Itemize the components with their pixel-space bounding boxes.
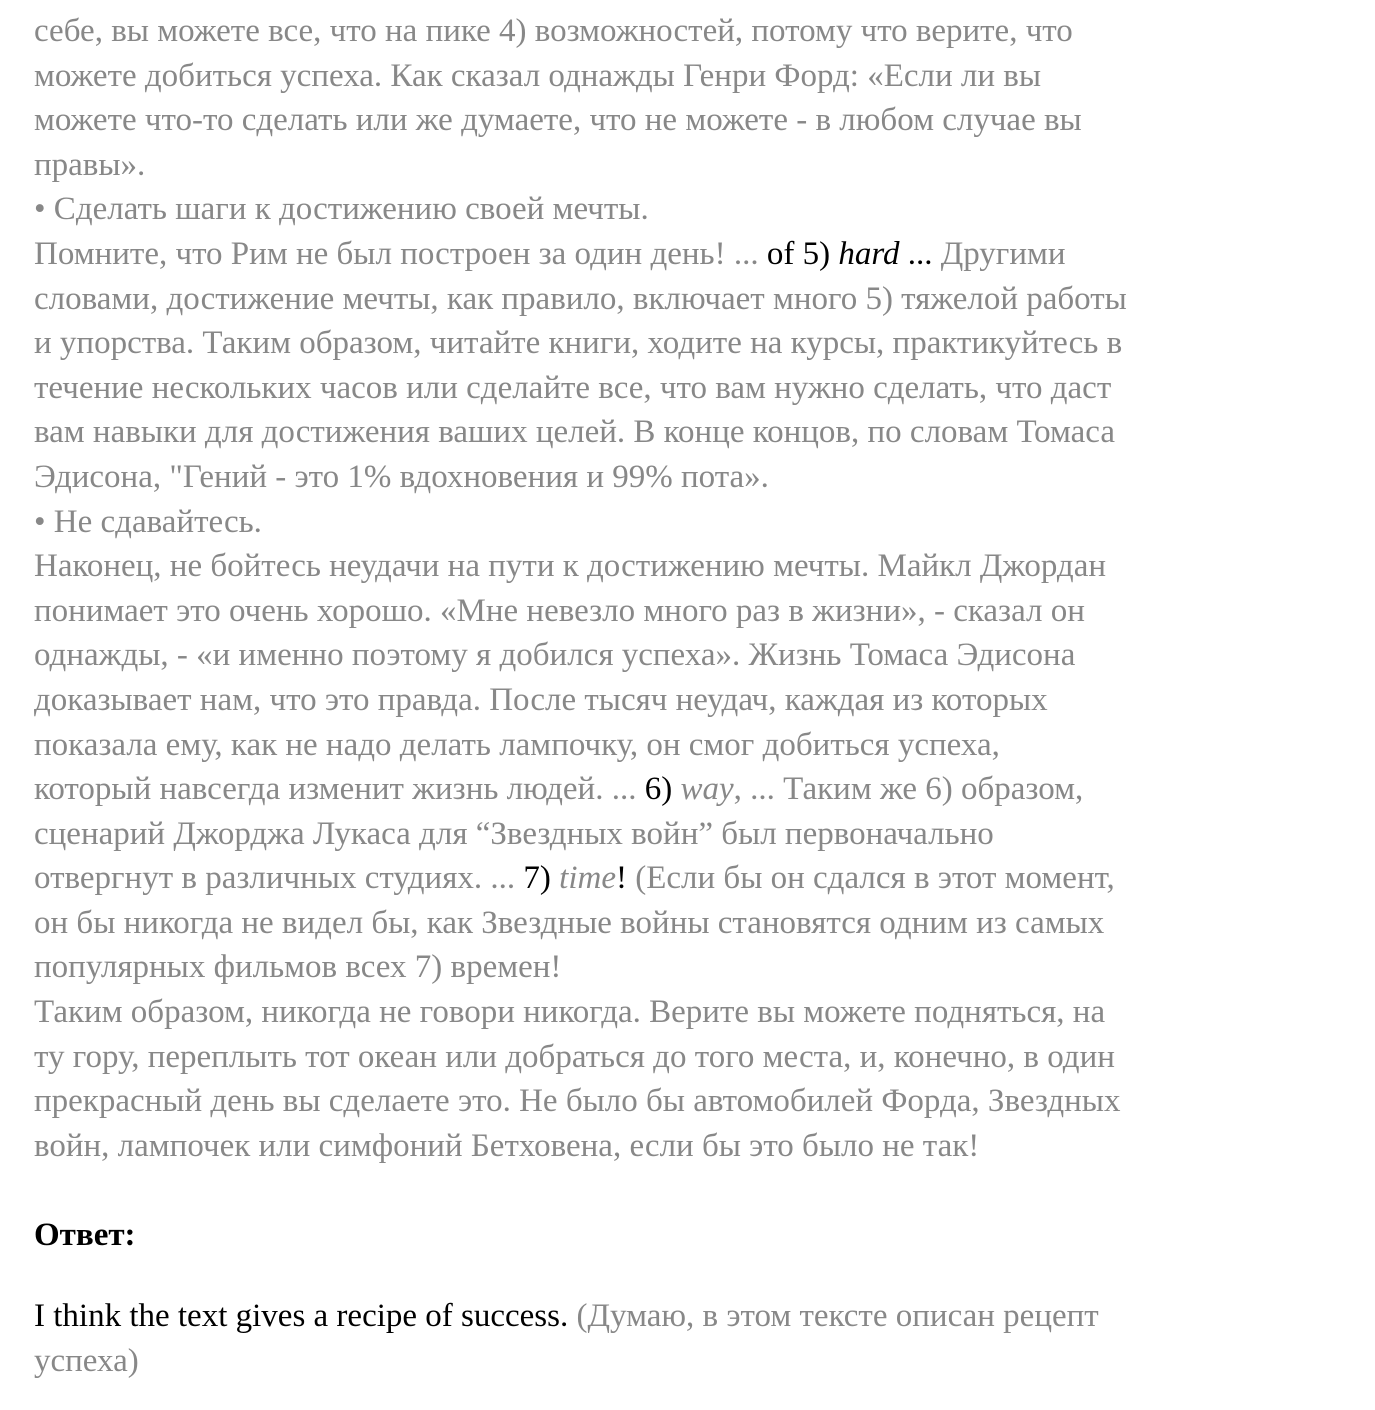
answer-line: [34, 1294, 1354, 1339]
inserted-word: ...: [899, 235, 941, 272]
text-line: вам навыки для достижения ваших целей. В конце концов, по словам Томаса: [34, 414, 1116, 451]
text-line: прекрасный день вы сделаете это. Не было бы автомобилей Форда, Звездных: [34, 1083, 1121, 1120]
answer-translation: успеха): [34, 1342, 139, 1379]
text-line: словами, достижение мечты, как правило, включает много 5) тяжелой работы: [34, 280, 1127, 317]
text-line: популярных фильмов всех 7) времен!: [34, 949, 562, 986]
answer-translation: (Думаю, в этом тексте описан рецепт: [568, 1298, 1099, 1334]
text-line: Наконец, не бойтесь неудачи на пути к достижению мечты. Майкл Джордан: [34, 548, 1107, 585]
inserted-word: way: [680, 771, 734, 808]
text-line: отвергнут в различных студиях. ... 7) time! (Если бы он сдался в этот момент,: [34, 860, 1115, 897]
text-line: Таким образом, никогда не говори никогда. Верите вы можете подняться, на: [34, 994, 1106, 1031]
text-line: однажды, - «и именно поэтому я добился успеха». Жизнь Томаса Эдисона: [34, 637, 1076, 674]
text-line: сценарий Джорджа Лукаса для “Звездных войн” был первоначально: [34, 815, 994, 852]
inserted-word: of 5): [766, 235, 839, 272]
text-line: можете добиться успеха. Как сказал однажды Генри Форд: «Если ли вы: [34, 57, 1042, 94]
inserted-word: 6): [644, 771, 681, 808]
text-line: Эдисона, "Гений - это 1% вдохновения и 99% пота».: [34, 458, 769, 495]
text-line: ту гору, переплыть тот океан или добраться до того места, и, конечно, в один: [34, 1038, 1115, 1075]
answer-line: [34, 1339, 1354, 1384]
text-line: и упорства. Таким образом, читайте книги, ходите на курсы, практикуйтесь в: [34, 325, 1123, 362]
text-line: доказывает нам, что это правда. После тысяч неудач, каждая из которых: [34, 681, 1048, 718]
answer-heading: Ответ:: [34, 1217, 136, 1253]
text-line: правы».: [34, 146, 146, 183]
inserted-word: time: [559, 860, 616, 897]
text-line: можете что-то сделать или же думаете, что не можете - в любом случае вы: [34, 102, 1082, 139]
bullet-line: • Сделать шаги к достижению своей мечты.: [34, 191, 649, 228]
article-text: [34, 9, 1354, 1168]
text-line: войн, лампочек или симфоний Бетховена, если бы это было не так!: [34, 1127, 980, 1164]
text-line: Помните, что Рим не был построен за один день! ... of 5) hard ... Другими: [34, 235, 1066, 272]
text-line: он бы никогда не видел бы, как Звездные войны становятся одним из самых: [34, 904, 1105, 941]
text-line: который навсегда изменит жизнь людей. ... 6) way, ... Таким же 6) образом,: [34, 771, 1084, 808]
text-line: показала ему, как не надо делать лампочку, он смог добиться успеха,: [34, 726, 1000, 763]
text-line: понимает это очень хорошо. «Мне невезло много раз в жизни», - сказал он: [34, 592, 1085, 629]
text-line: себе, вы можете все, что на пике 4) возможностей, потому что верите, что: [34, 13, 1073, 49]
inserted-word: !: [615, 860, 627, 897]
answer-english: I think the text gives a recipe of success.: [34, 1298, 569, 1334]
bullet-line: • Не сдавайтесь.: [34, 503, 262, 540]
answer-text: [34, 1294, 1354, 1383]
inserted-word: 7): [523, 860, 560, 897]
text-line: течение нескольких часов или сделайте все, что вам нужно сделать, что даст: [34, 369, 1112, 406]
inserted-word: hard: [838, 235, 900, 272]
